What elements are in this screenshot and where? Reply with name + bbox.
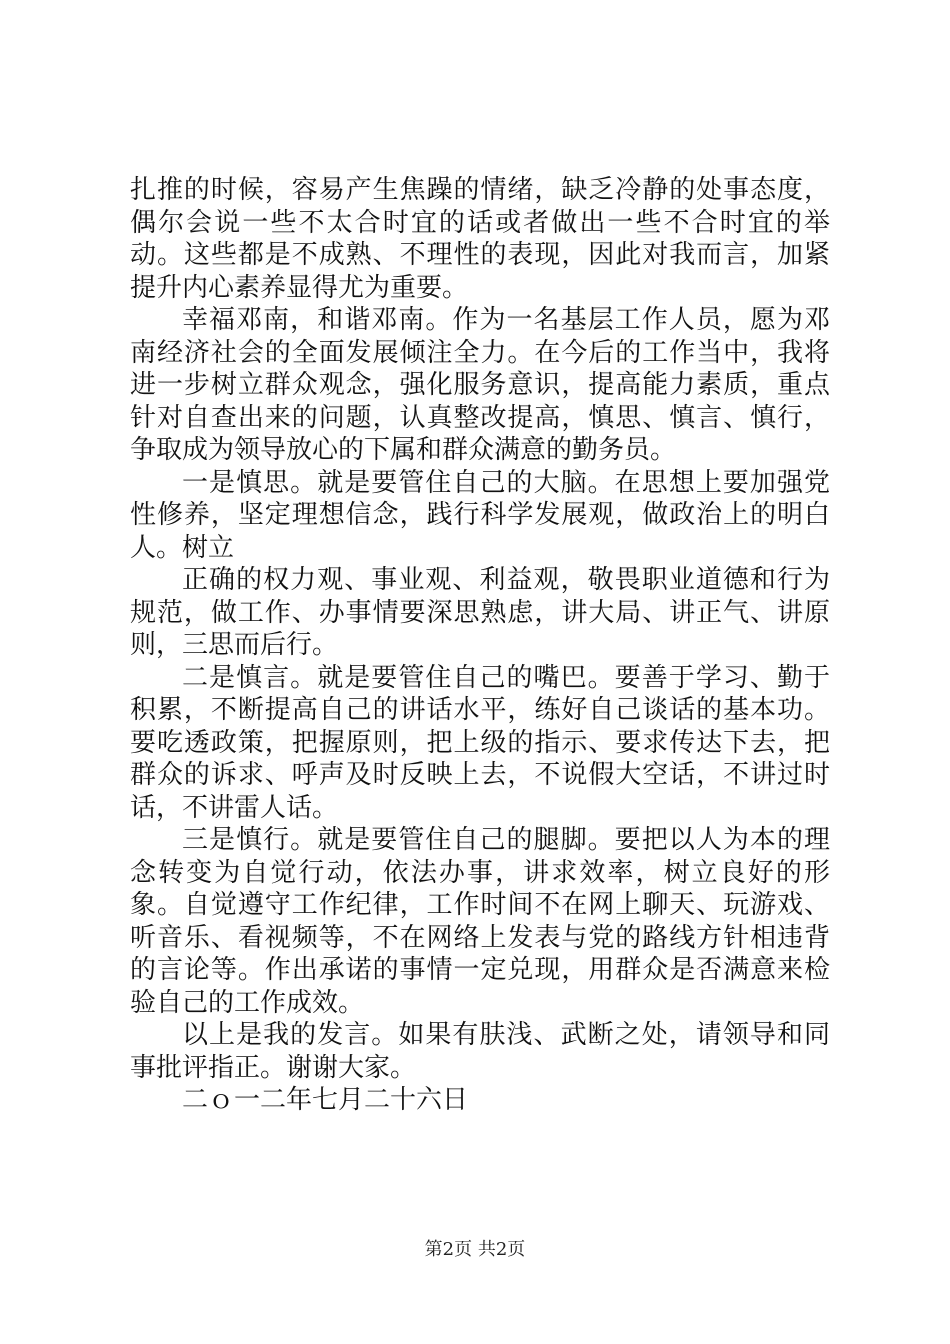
paragraph-careful-action: 三是慎行。就是要管住自己的腿脚。要把以人为本的理念转变为自觉行动，依法办事，讲求效率，树立良好的形象。自觉遵守工作纪律，工作时间不在网上聊天、玩游戏、听音乐、看视频等，不在网络上发表与党的路线方针相违背的言论等。作出承诺的事情一定兑现，用群众是否满意来检验自己的工作成效。 bbox=[130, 825, 830, 1018]
document-body bbox=[130, 174, 830, 1117]
paragraph-commitment: 幸福邓南，和谐邓南。作为一名基层工作人员，愿为邓南经济社会的全面发展倾注全力。在今后的工作当中，我将进一步树立群众观念，强化服务意识，提高能力素质，重点针对自查出来的问题，认真整改提高，慎思、慎言、慎行，争取成为领导放心的下属和群众满意的勤务员。 bbox=[130, 305, 830, 465]
paragraph-careful-speech: 二是慎言。就是要管住自己的嘴巴。要善于学习、勤于积累，不断提高自己的讲话水平，练好自己谈话的基本功。要吃透政策，把握原则，把上级的指示、要求传达下去，把群众的诉求、呼声及时反映上去，不说假大空话，不讲过时话，不讲雷人话。 bbox=[130, 662, 830, 823]
paragraph-careful-thinking-continued: 正确的权力观、事业观、利益观，敬畏职业道德和行为规范，做工作、办事情要深思熟虑，讲大局、讲正气、讲原则，三思而后行。 bbox=[130, 565, 830, 660]
paragraph-closing: 以上是我的发言。如果有肤浅、武断之处，请领导和同事批评指正。谢谢大家。 bbox=[130, 1020, 830, 1083]
page-number-footer: 第2页 共2页 bbox=[424, 1239, 526, 1260]
document-date: 二ｏ一二年七月二十六日 bbox=[182, 1085, 469, 1115]
paragraph-continuation: 扎推的时候，容易产生焦躁的情绪，缺乏冷静的处事态度，偶尔会说一些不太合时宜的话或者做出一些不合时宜的举动。这些都是不成熟、不理性的表现，因此对我而言，加紧提升内心素养显得尤为重要。 bbox=[130, 175, 830, 303]
paragraph-careful-thinking: 一是慎思。就是要管住自己的大脑。在思想上要加强党性修养，坚定理想信念，践行科学发展观，做政治上的明白人。树立 bbox=[130, 467, 830, 563]
